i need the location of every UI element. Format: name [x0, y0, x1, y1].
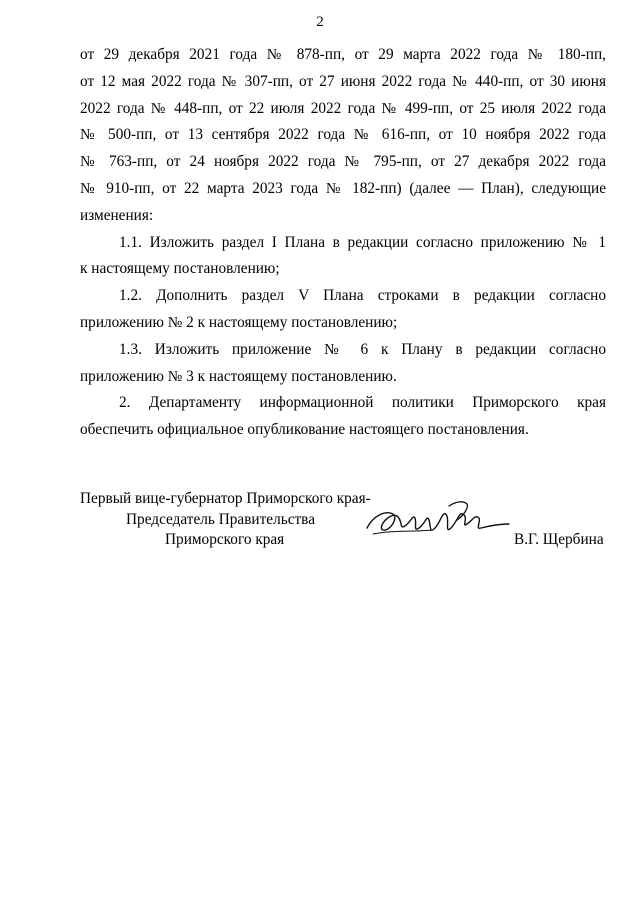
text-line: обеспечить официальное опубликование настоящего постановления.: [80, 421, 529, 439]
document-body: [80, 42, 606, 444]
text-line: от 12 мая 2022 года № 307-пп, от 27 июня 2022 года № 440-пп, от 30 июня: [80, 72, 606, 90]
text-line: 2. Департаменту информационной политики Приморского края: [119, 394, 606, 412]
text-line: № 910-пп, от 22 марта 2023 года № 182-пп) (далее — План), следующие: [80, 179, 606, 197]
text-line: № 500-пп, от 13 сентября 2022 года № 616-пп, от 10 ноября 2022 года: [80, 126, 606, 144]
signatory-position-line2: Председатель Правительства: [126, 511, 315, 528]
signatory-position-line3: Приморского края: [165, 531, 285, 548]
text-line: изменения:: [80, 206, 154, 224]
text-line: № 763-пп, от 24 ноября 2022 года № 795-пп, от 27 декабря 2022 года: [80, 153, 606, 171]
signatory-position-line1: Первый вице-губернатор Приморского края-: [80, 490, 371, 507]
text-line: 2022 года № 448-пп, от 22 июля 2022 года № 499-пп, от 25 июля 2022 года: [80, 99, 606, 117]
signatory-name: В.Г. Щербина: [514, 531, 604, 548]
text-line: 1.1. Изложить раздел I Плана в редакции согласно приложению № 1: [119, 233, 606, 251]
text-line: приложению № 2 к настоящему постановлению;: [80, 313, 398, 331]
text-line: от 29 декабря 2021 года № 878-пп, от 29 марта 2022 года № 180-пп,: [80, 46, 606, 63]
page-number: 2: [316, 14, 324, 30]
handwritten-signature: [363, 494, 513, 548]
text-line: 1.2. Дополнить раздел V Плана строками в редакции согласно: [119, 287, 606, 305]
text-line: 1.3. Изложить приложение № 6 к Плану в редакции согласно: [119, 340, 606, 358]
text-line: к настоящему постановлению;: [80, 260, 280, 278]
text-line: приложению № 3 к настоящему постановлению.: [80, 367, 397, 385]
